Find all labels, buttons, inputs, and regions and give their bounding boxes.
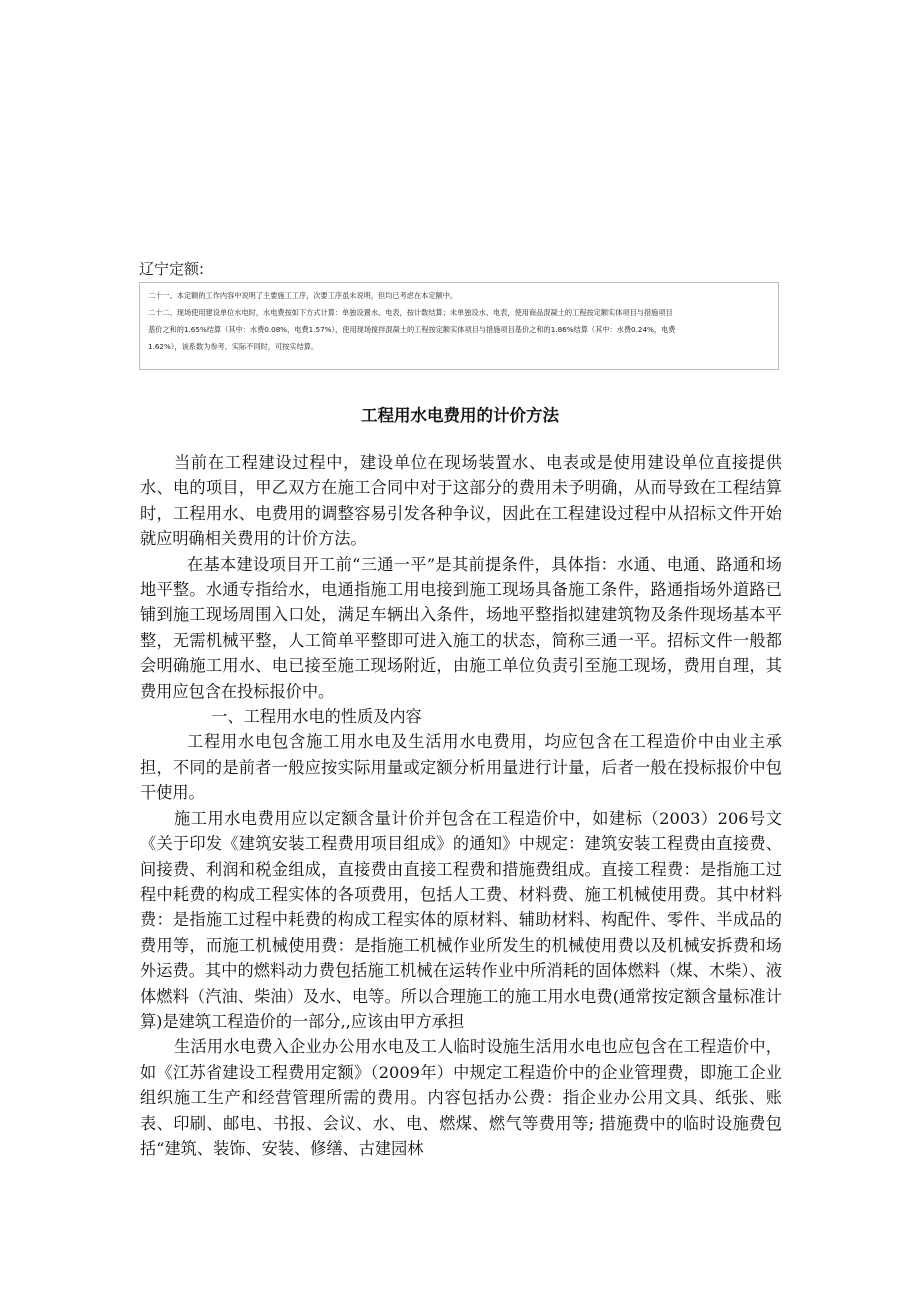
note-line: 二十一、本定额的工作内容中说明了主要施工工序，次要工序虽未说明，但均已考虑在本定额中。 — [148, 291, 458, 300]
note-line: 1.62%），该系数为参考，实际不同时，可按实结算。 — [148, 342, 319, 351]
note-line: 基价之和的1.65%结算（其中：水费0.08%，电费1.57%），使用现场搅拌混凝土的工程按定额实体项目与措施项目基价之和的1.86%结算（其中：水费0.24%，电费 — [148, 325, 676, 334]
paragraph: 当前在工程建设过程中，建设单位在现场装置水、电表或是使用建设单位直接提供水、电的项目，甲乙双方在施工合同中对于这部分的费用未予明确，从而导致在工程结算时，工程用水、电费用的调整容易引发各种争议，因此在工程建设过程中从招标文件开始就应明确相关费用的计价方法。 — [140, 453, 782, 549]
paragraph: 工程用水电包含施工用水电及生活用水电费用，均应包含在工程造价中由业主承担，不同的是前者一般应按实际用量或定额分析用量进行计量，后者一般在投标报价中包干使用。 — [140, 732, 782, 803]
quota-notes-box — [139, 282, 779, 370]
section-heading: 一、工程用水电的性质及内容 — [211, 707, 422, 727]
paragraph: 施工用水电费用应以定额含量计价并包含在工程造价中，如建标（2003）206号文《关于印发《建筑安装工程费用项目组成》的通知》中规定：建筑安装工程费由直接费、间接费、利润和税金组成，直接费由直接工程费和措施费组成。直接工程费：是指施工过程中耗费的构成工程实体的各项费用，包括人工费、材料费、施工机械使用费。其中材料费：是指施工过程中耗费的构成工程实体的原材料、辅助材料、构配件、零件、半成品的费用等，而施工机械使用费：是指施工机械作业所发生的机械使用费以及机械安拆费和场外运费。其中的燃料动力费包括施工机械在运转作业中所消耗的固体燃料（煤、木柴）、液体燃料（汽油、柴油）及水、电等。所以合理施工的施工用水电费(通常按定额含量标准计算)是建筑工程造价的一部分,,应该由甲方承担 — [140, 808, 782, 1031]
note-line: 二十二、现场使用建设单位水电时，水电费按如下方式计算：单独设置水、电表，按计数结算；未单独设水、电表，使用商品混凝土的工程按定额实体项目与措施项目 — [148, 308, 673, 317]
paragraph: 在基本建设项目开工前“三通一平”是其前提条件，具体指：水通、电通、路通和场地平整。水通专指给水，电通指施工用电接到施工现场具备施工条件，路通指场外道路已铺到施工现场周围入口处，满足车辆出入条件，场地平整指拟建建筑物及条件现场基本平整，无需机械平整，人工简单平整即可进入施工的状态，简称三通一平。招标文件一般都会明确施工用水、电已接至施工现场附近，由施工单位负责引至施工现场，费用自理，其费用应包含在投标报价中。 — [140, 554, 782, 701]
section-label: 辽宁定额: — [139, 260, 205, 278]
document-body — [140, 450, 782, 1161]
paragraph: 生活用水电费入企业办公用水电及工人临时设施生活用水电也应包含在工程造价中，如《江苏省建设工程费用定额》（2009年）中规定工程造价中的企业管理费，即施工企业组织施工生产和经营管理所需的费用。内容包括办公费：指企业办公用文具、纸张、账表、印刷、邮电、书报、会议、水、电、燃煤、燃气等费用等; 措施费中的临时设施费包括“建筑、装饰、安装、修缮、古建园林 — [140, 1037, 782, 1158]
document-title: 工程用水电费用的计价方法 — [361, 406, 559, 425]
